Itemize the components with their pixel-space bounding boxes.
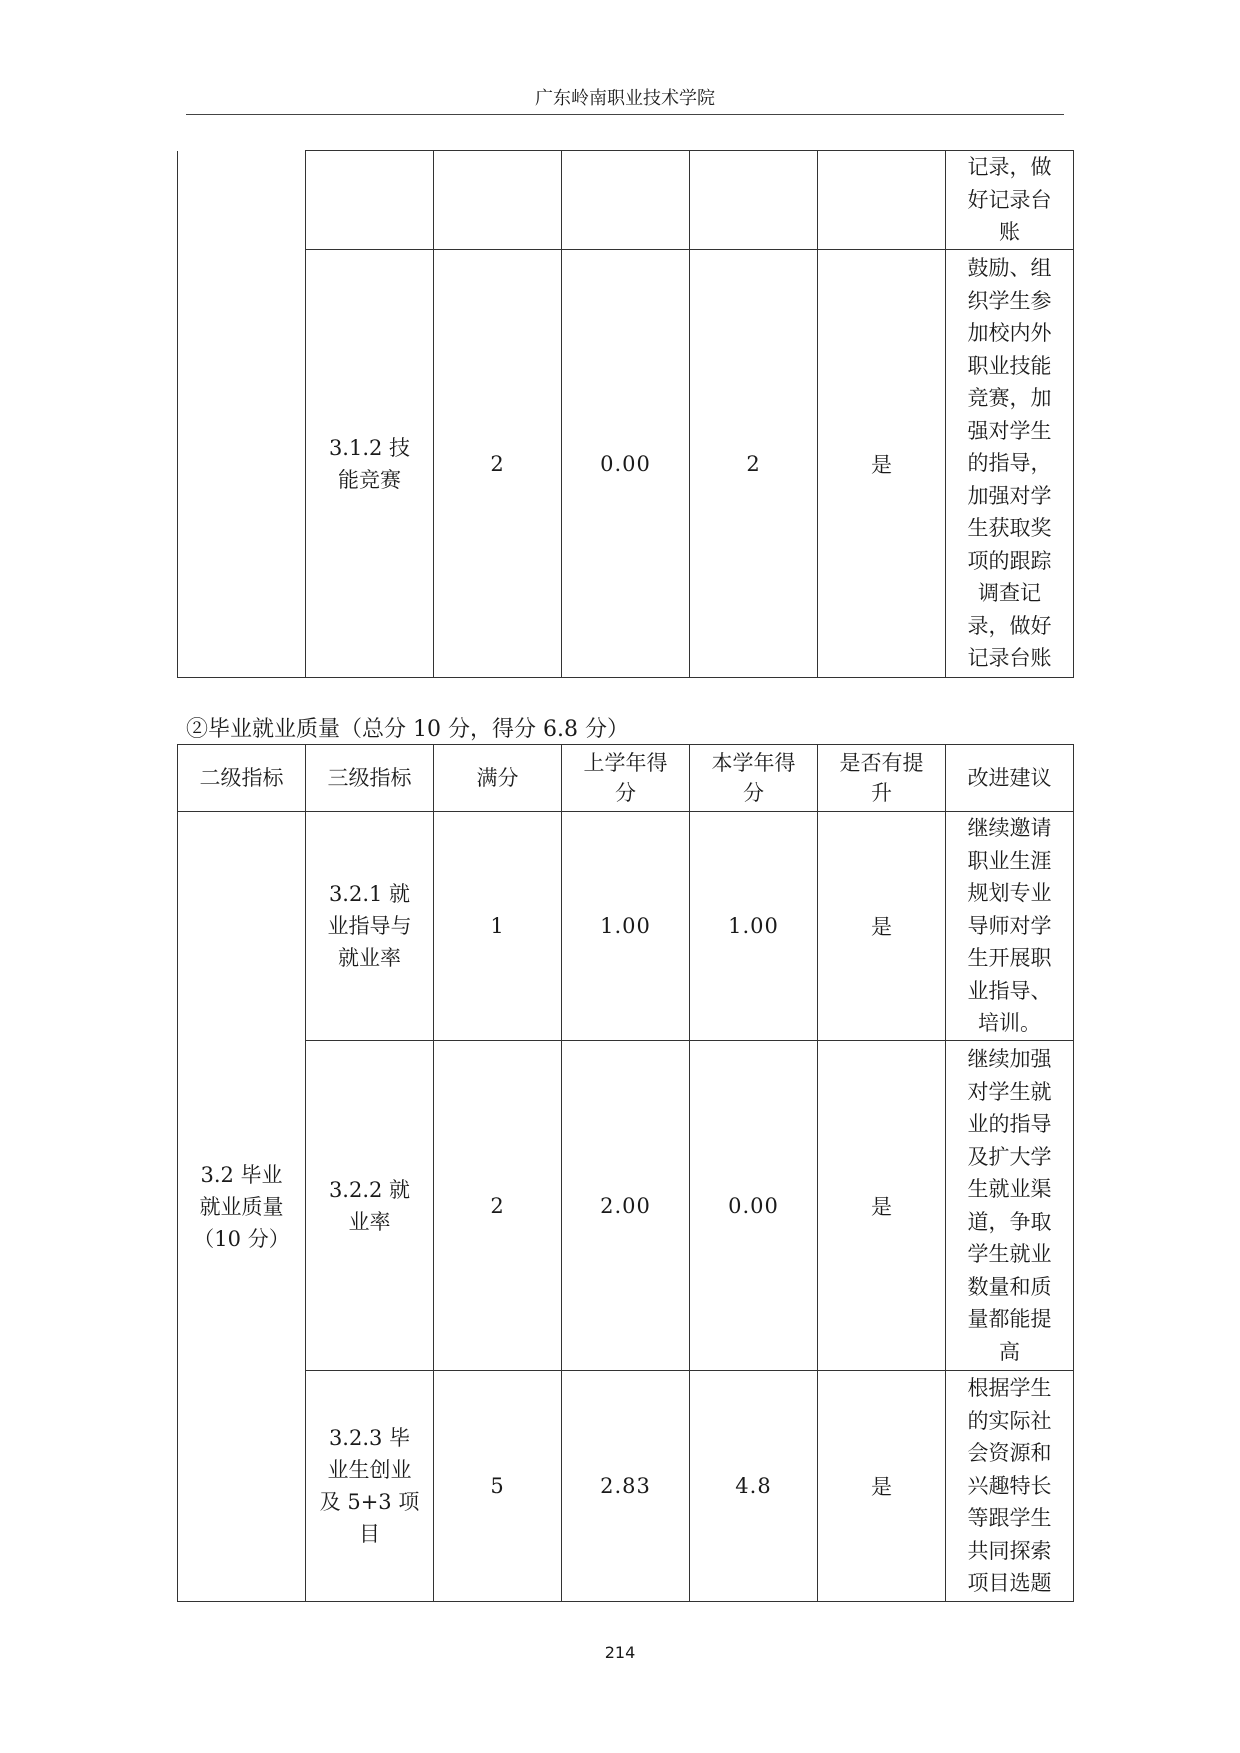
header-divider	[186, 114, 1064, 115]
improved-cell	[818, 151, 946, 250]
suggestion-cell: 鼓励、组织学生参加校内外职业技能竞赛，加强对学生的指导，加强对学生获取奖项的跟踪调查记录，做好记录台账	[946, 250, 1074, 678]
level3-cell: 3.2.3 毕业生创业及 5+3 项目	[306, 1371, 434, 1602]
suggestion-cell: 继续加强对学生就业的指导及扩大学生就业渠道，争取学生就业数量和质量都能提高	[946, 1041, 1074, 1371]
page-number: 214	[604, 1643, 636, 1662]
employment-quality-table	[177, 744, 1074, 1602]
level3-cell: 3.2.2 就业率	[306, 1041, 434, 1371]
header-improved: 是否有提升	[818, 745, 946, 812]
improved-cell: 是	[818, 812, 946, 1041]
table-row	[178, 1371, 1074, 1602]
suggestion-cell: 根据学生的实际社会资源和兴趣特长等跟学生共同探索项目选题	[946, 1371, 1074, 1602]
table-row	[178, 151, 1074, 250]
prev-score-cell: 2.00	[562, 1041, 690, 1371]
suggestion-cell: 记录，做好记录台账	[946, 151, 1074, 250]
document-header: 广东岭南职业技术学院	[535, 88, 715, 109]
curr-score-cell: 4.8	[690, 1371, 818, 1602]
prev-score-cell	[562, 151, 690, 250]
full-score-cell: 1	[434, 812, 562, 1041]
continued-table	[177, 150, 1074, 678]
prev-score-cell: 1.00	[562, 812, 690, 1041]
improved-cell: 是	[818, 1371, 946, 1602]
curr-score-cell	[690, 151, 818, 250]
full-score-cell: 2	[434, 1041, 562, 1371]
full-score-cell: 2	[434, 250, 562, 678]
curr-score-cell: 2	[690, 250, 818, 678]
header-prev-score: 上学年得分	[562, 745, 690, 812]
prev-score-cell: 0.00	[562, 250, 690, 678]
header-full-score: 满分	[434, 745, 562, 812]
table-row	[178, 250, 1074, 678]
header-suggestion: 改进建议	[946, 745, 1074, 812]
prev-score-cell: 2.83	[562, 1371, 690, 1602]
level3-cell	[306, 151, 434, 250]
improved-cell: 是	[818, 1041, 946, 1371]
table-row	[178, 812, 1074, 1041]
full-score-cell	[434, 151, 562, 250]
improved-cell: 是	[818, 250, 946, 678]
header-level2: 二级指标	[178, 745, 306, 812]
curr-score-cell: 1.00	[690, 812, 818, 1041]
header-curr-score: 本学年得分	[690, 745, 818, 812]
section-title: ②毕业就业质量（总分 10 分，得分 6.8 分）	[186, 717, 629, 742]
table-header-row	[178, 745, 1074, 812]
level2-cell: 3.2 毕业就业质量（10 分）	[178, 812, 306, 1602]
level3-cell: 3.2.1 就业指导与就业率	[306, 812, 434, 1041]
suggestion-cell: 继续邀请职业生涯规划专业导师对学生开展职业指导、培训。	[946, 812, 1074, 1041]
level2-cell	[178, 151, 306, 678]
table-row	[178, 1041, 1074, 1371]
full-score-cell: 5	[434, 1371, 562, 1602]
header-level3: 三级指标	[306, 745, 434, 812]
curr-score-cell: 0.00	[690, 1041, 818, 1371]
level3-cell: 3.1.2 技能竞赛	[306, 250, 434, 678]
